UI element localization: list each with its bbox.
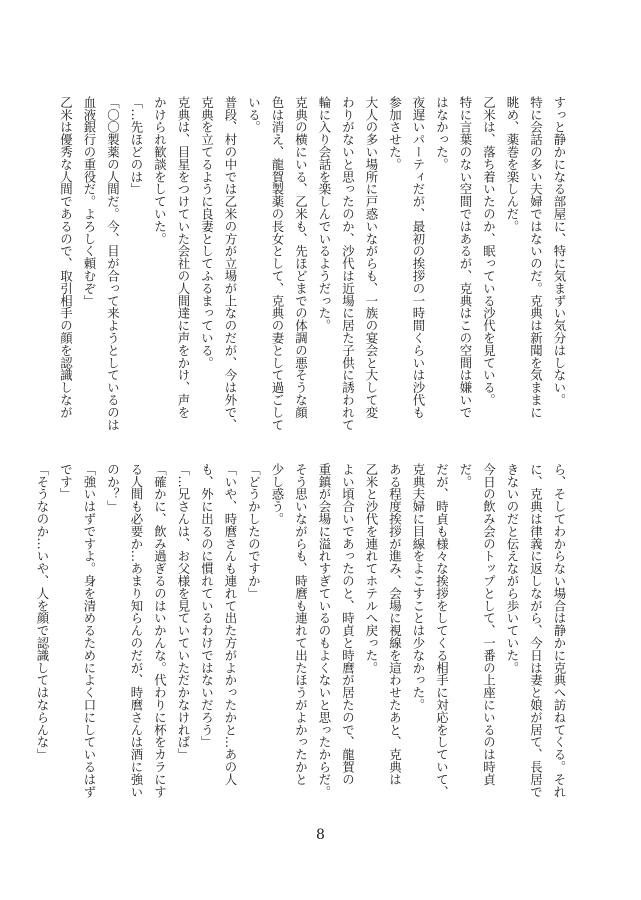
- text-line: 「いや、時麿さんも連れて出た方がよかったかと…あの人: [223, 463, 238, 786]
- text-line: 克典は、目星をつけていた会社の人間達に声をかけ、声を: [176, 96, 191, 419]
- text-line: 「〇〇製薬の人間だ。今、目が合って来ようとしているのは: [105, 96, 121, 431]
- text-line: も、外に出るのに慣れているわけではないだろう」: [199, 463, 215, 749]
- text-line: いる。: [246, 96, 262, 134]
- text-line: 今日の飲み会のトップとして、一番の上座にいるのは時貞: [481, 463, 497, 786]
- text-line: ら、そしてわからない場合は静かに克典へ訪ねてくる。それ: [552, 463, 567, 798]
- bottom-text-block: [35, 463, 571, 799]
- text-line: に、克典は律義に返しながら、今日は妻と娘が居て、長居で: [528, 463, 544, 798]
- text-line: 乙米は、落ち着いたのか、眠っている沙代を見ている。: [481, 96, 497, 406]
- text-line: わりがないと思ったのか、沙代は近場に居た子供に誘われて: [340, 96, 356, 431]
- text-line: かけられ歓談をしていた。: [152, 96, 168, 245]
- text-line: だ。: [458, 463, 473, 488]
- text-line: 色は消え、龍賀製薬の長女として、克典の妻として過ごして: [270, 96, 285, 431]
- text-line: 普段、村の中では乙米の方が立場が上なのだが、今は外で、: [223, 96, 238, 431]
- text-line: 克典の横にいる、乙米も、先ほどまでの体調の悪そうな顔: [293, 96, 309, 419]
- text-line: 克典夫婦に目線をよこすことは少なかった。: [411, 463, 426, 711]
- text-line: 「強いはずですよ。身を清めるためによく口にしているはず: [82, 463, 97, 798]
- text-line: 「どうかしたのですか」: [246, 463, 262, 600]
- text-line: 大人の多い場所に戸惑いながらも、一族の宴会と大して変: [364, 96, 379, 419]
- text-line: ある程度挨拶が進み、会場に視線を這わせたあと、克典は: [387, 463, 403, 786]
- text-line: 眺め、薬巻を楽しんだ。: [505, 96, 520, 233]
- top-text-block: [58, 96, 571, 436]
- text-line: 「…先ほどのは」: [129, 96, 144, 196]
- text-line: 夜遅いパーティだが、最初の挨拶の一時間くらいは沙代も: [411, 96, 426, 419]
- text-line: 克典を立てるように良妻としてふるまっている。: [199, 96, 215, 369]
- text-line: です」: [58, 463, 74, 501]
- text-line: 血液銀行の重役だ。よろしく頼むぞ」: [82, 96, 97, 307]
- text-line: 輪に入り会話を楽しんでいるようだった。: [317, 96, 332, 332]
- text-line: 「そうなのか…いや、人を顔で認識してはならんな」: [35, 463, 50, 761]
- text-line: 少し惑う。: [270, 463, 285, 525]
- text-line: 「…兄さんは、お父様を見ていていただかなければ」: [176, 463, 191, 761]
- text-line: 重鎮が会場に溢れすぎているのもよくないと思ったからだ。: [317, 463, 332, 798]
- text-line: 参加させた。: [387, 96, 403, 171]
- text-line: よい頃合いであったのと、時貞と時麿が居たので、龍賀の: [340, 463, 356, 786]
- text-line: 乙米は優秀な人間であるので、取引相手の顔を認識しなが: [58, 96, 74, 419]
- text-line: る人間も必要か…あまり知らんのだが、時麿さんは酒に強い: [129, 463, 144, 798]
- text-line: そう思いながらも、時麿も連れて出たほうがよかったかと: [293, 463, 309, 786]
- text-line: のか？」: [105, 463, 121, 513]
- text-line: すっと静かになる部屋に、特に気まずい気分はしない。: [552, 96, 567, 406]
- page-number: 8: [316, 827, 325, 843]
- text-line: きないのだと伝えながら歩いていた。: [505, 463, 520, 674]
- text-line: だが、時貞も様々な挨拶をしてくる相手に対応をしていて、: [434, 463, 450, 798]
- text-line: はなかった。: [434, 96, 450, 171]
- text-line: 「確かに、飲み過ぎるのはいかんな。代わりに杯をカラにす: [152, 463, 168, 798]
- text-line: 特に会話の多い夫婦ではないのだ。克典は新聞を気ままに: [528, 96, 544, 419]
- text-line: 乙米と沙代を連れてホテルへ戻った。: [364, 463, 379, 674]
- text-line: 特に言葉のない空間ではあるが、克典はこの空間は嫌いで: [458, 96, 473, 419]
